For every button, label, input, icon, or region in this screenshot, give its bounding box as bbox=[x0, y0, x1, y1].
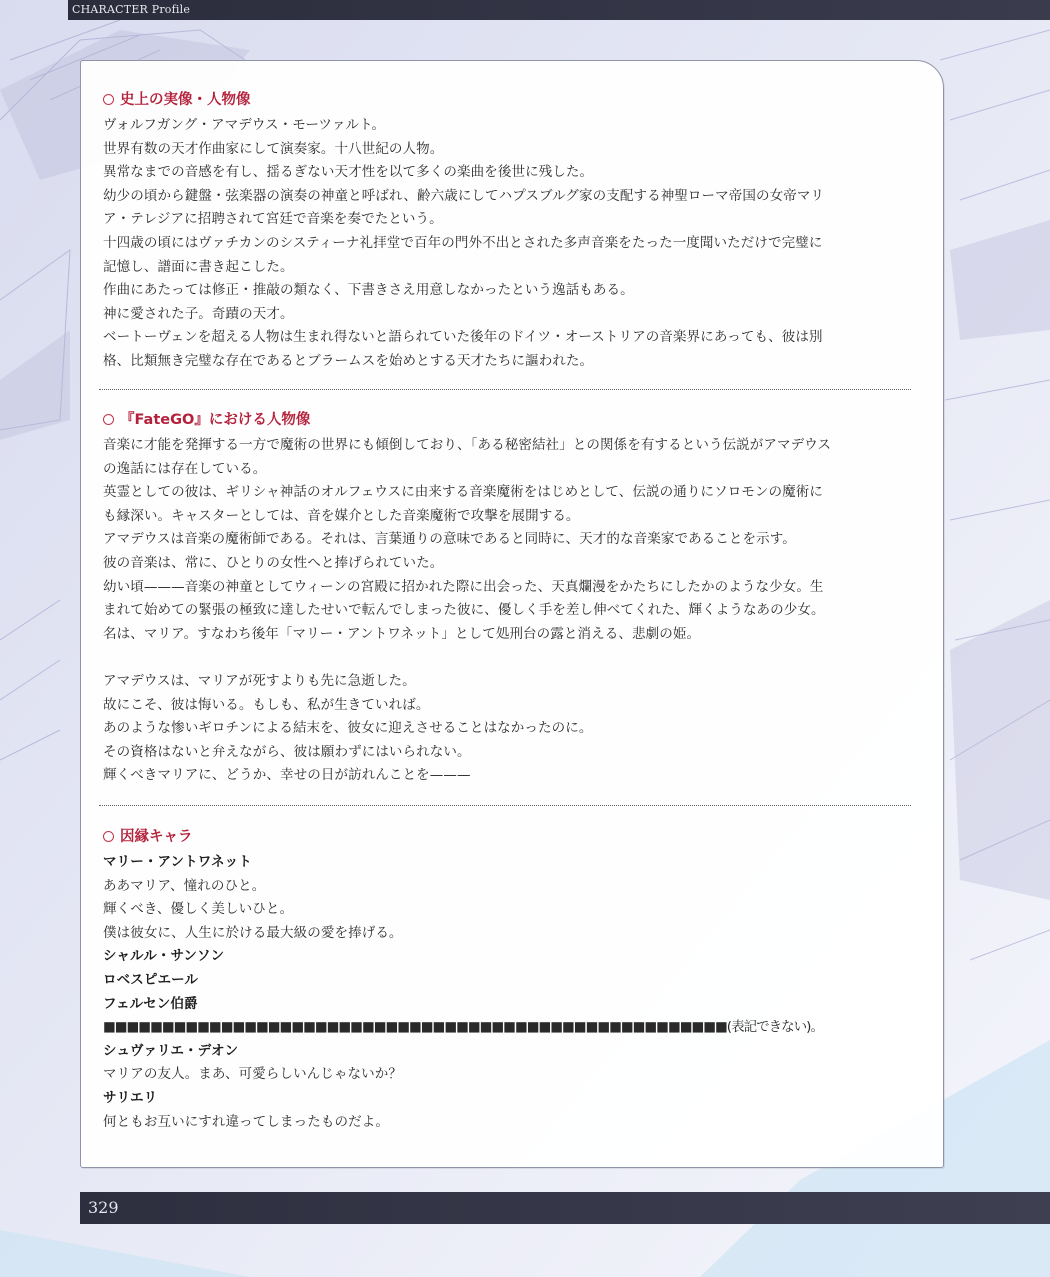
body-text-line: も縁深い。キャスターとしては、音を媒介とした音楽魔術で攻撃を展開する。 bbox=[103, 507, 580, 524]
section-heading-text: 史上の実像・人物像 bbox=[120, 92, 251, 108]
circle-bullet-icon bbox=[103, 831, 114, 842]
body-text-line: 十四歳の頃にはヴァチカンのシスティーナ礼拝堂で百年の門外不出とされた多声音楽をたった一度聞いただけで完璧に bbox=[103, 234, 823, 251]
body-text-line: 幼い頃———音楽の神童としてウィーンの宮殿に招かれた際に出会った、天真爛漫をかたちにしたかのような少女。生 bbox=[103, 578, 824, 595]
body-text-line: あのような惨いギロチンによる結末を、彼女に迎えさせることはなかったのに。 bbox=[103, 720, 593, 737]
body-text-line: ヴォルフガング・アマデウス・モーツァルト。 bbox=[103, 117, 386, 133]
body-text-line: の逸話には存在している。 bbox=[103, 460, 267, 477]
character-name: シュヴァリエ・デオン bbox=[103, 1042, 239, 1059]
body-text-line: その資格はないと弁えながら、彼は願わずにはいられない。 bbox=[103, 743, 471, 760]
body-text-line: 名は、マリア。すなわち後年「マリー・アントワネット」として処刑台の露と消える、悲劇の姫。 bbox=[103, 625, 701, 642]
character-name: フェルセン伯爵 bbox=[103, 995, 198, 1012]
body-text-line: ベートーヴェンを超える人物は生まれ得ないと語られていた後年のドイツ・オーストリアの音楽界にあっても、彼は別 bbox=[103, 329, 823, 346]
section-heading bbox=[103, 409, 923, 431]
character-comment: 僕は彼女に、人生に於ける最大級の愛を捧げる。 bbox=[103, 924, 403, 941]
body-text-line: 神に愛された子。奇蹟の天才。 bbox=[103, 305, 294, 322]
character-name: サリエリ bbox=[103, 1089, 158, 1106]
body-text-line: アマデウスは音楽の魔術師である。それは、言葉通りの意味であると同時に、天才的な音楽家であることを示す。 bbox=[103, 531, 796, 548]
character-comment: 輝くべき、優しく美しいひと。 bbox=[103, 901, 294, 918]
section-divider bbox=[99, 805, 911, 806]
page-number: 329 bbox=[88, 1198, 119, 1217]
section-heading bbox=[103, 826, 923, 848]
body-text-line: アマデウスは、マリアが死すよりも先に急逝した。 bbox=[103, 672, 416, 689]
blank-line bbox=[103, 646, 923, 670]
body-text-line: 輝くべきマリアに、どうか、幸せの日が訪れんことを——— bbox=[103, 767, 471, 784]
body-text-line: ア・テレジアに招聘されて宮廷で音楽を奏でたという。 bbox=[103, 211, 443, 228]
character-name: シャルル・サンソン bbox=[103, 948, 225, 965]
body-text-line: 彼の音楽は、常に、ひとりの女性へと捧げられていた。 bbox=[103, 554, 444, 571]
character-name: マリー・アントワネット bbox=[103, 854, 252, 870]
body-text-line: 格、比類無き完璧な存在であるとブラームスを始めとする天才たちに謳われた。 bbox=[103, 352, 594, 369]
body-text-line: 幼少の頃から鍵盤・弦楽器の演奏の神童と呼ばれ、齢六歳にしてハプスブルグ家の支配する神聖ローマ帝国の女帝マリ bbox=[103, 187, 825, 204]
character-name: ロベスピエール bbox=[103, 971, 199, 988]
body-text-line: 作曲にあたっては修正・推敲の類なく、下書きさえ用意しなかったという逸話もある。 bbox=[103, 282, 634, 299]
section-heading-text: 因縁キャラ bbox=[120, 829, 193, 845]
body-text-line: 英霊としての彼は、ギリシャ神話のオルフェウスに由来する音楽魔術をはじめとして、伝説の通りにソロモンの魔術に bbox=[103, 484, 824, 501]
character-comment: ■■■■■■■■■■■■■■■■■■■■■■■■■■■■■■■■■■■■■■■■■■■■■■■■■■■■■(表記できない)。 bbox=[103, 1019, 823, 1036]
body-text-line: 異常なまでの音感を有し、揺るぎない天才性を以て多くの楽曲を後世に残した。 bbox=[103, 164, 594, 181]
section-heading-text: 『FateGO』における人物像 bbox=[120, 412, 311, 428]
character-comment: マリアの友人。まあ、可愛らしいんじゃないか？ bbox=[103, 1066, 403, 1083]
body-text-line: 故にこそ、彼は悔いる。もしも、私が生きていれば。 bbox=[103, 696, 430, 713]
header-bar bbox=[68, 0, 1050, 20]
footer-bar bbox=[80, 1192, 1050, 1224]
body-text-line: 世界有数の天才作曲家にして演奏家。十八世紀の人物。 bbox=[103, 140, 444, 157]
character-comment: 何ともお互いにすれ違ってしまったものだよ。 bbox=[103, 1113, 389, 1130]
header-title: CHARACTER Profile bbox=[72, 3, 191, 16]
section-heading bbox=[103, 89, 923, 111]
circle-bullet-icon bbox=[103, 414, 114, 425]
circle-bullet-icon bbox=[103, 94, 114, 105]
character-comment: ああマリア、憧れのひと。 bbox=[103, 877, 266, 894]
body-text-line: 音楽に才能を発揮する一方で魔術の世界にも傾倒しており、「ある秘密結社」との関係を有するという伝説がアマデウス bbox=[103, 437, 832, 453]
profile-panel bbox=[80, 60, 944, 1168]
section-fatego bbox=[103, 409, 923, 788]
body-text-line: まれて始めての緊張の極致に達したせいで転んでしまった彼に、優しく手を差し伸べてくれた、輝くようなあの少女。 bbox=[103, 602, 825, 619]
section-historical bbox=[103, 89, 923, 374]
section-related-characters bbox=[103, 826, 923, 1134]
section-divider bbox=[99, 389, 911, 390]
body-text-line: 記憶し、譜面に書き起こした。 bbox=[103, 258, 294, 275]
